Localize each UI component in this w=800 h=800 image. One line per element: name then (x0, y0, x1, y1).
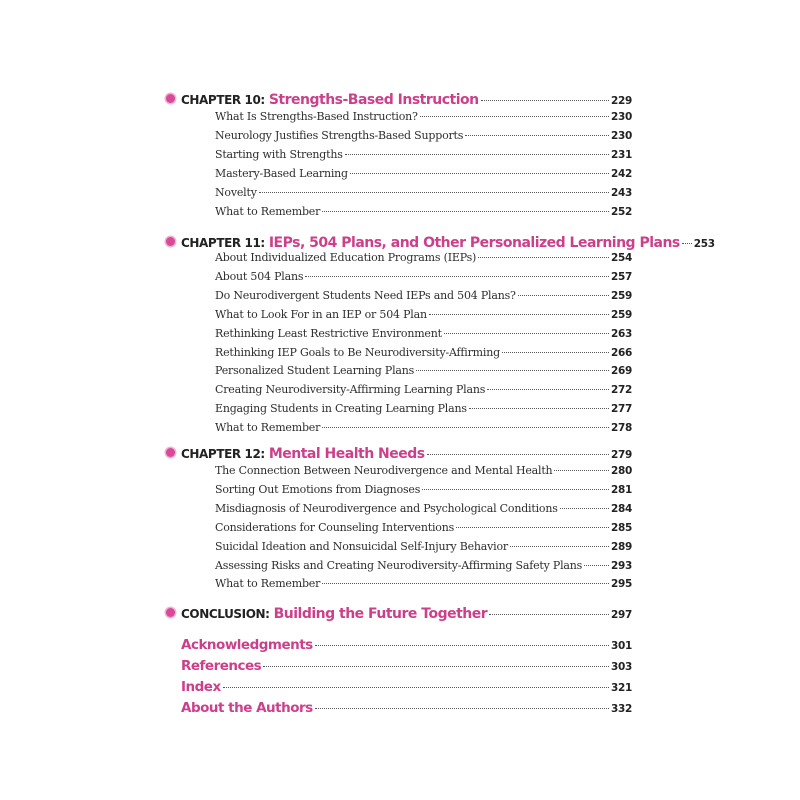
entry-title: What to Look For in an IEP or 504 Plan (215, 308, 427, 321)
back-matter-page-number: 321 (610, 682, 632, 694)
entry-page-number: 230 (610, 111, 632, 123)
entry-page-number: 231 (610, 149, 632, 161)
entry-title: Starting with Strengths (215, 148, 343, 161)
dot-leader (487, 388, 609, 390)
entry-page-number: 269 (610, 365, 632, 377)
entry-page-number: 242 (610, 168, 632, 180)
toc-back-matter-row[interactable] (181, 658, 632, 674)
dot-leader (489, 613, 609, 615)
entry-title: What to Remember (215, 205, 321, 218)
toc-entry-row[interactable] (215, 167, 632, 180)
entry-title: Mastery-Based Learning (215, 167, 348, 180)
toc-chapter-row[interactable] (166, 92, 632, 108)
toc-entry-row[interactable] (215, 346, 632, 359)
back-matter-title: Acknowledgments (181, 637, 313, 653)
bullet-dot-icon (166, 608, 175, 617)
chapter-title: Mental Health Needs (268, 446, 425, 462)
chapter-page-number: 253 (693, 238, 715, 250)
toc-back-matter-row[interactable] (181, 679, 632, 695)
chapter-page-number: 279 (610, 449, 632, 461)
toc-entry-row[interactable] (215, 110, 632, 123)
entry-title: Considerations for Counseling Interventions (215, 521, 455, 534)
dot-leader (456, 526, 609, 528)
toc-entry-row[interactable] (215, 186, 632, 199)
dot-leader (315, 707, 609, 709)
dot-leader (223, 686, 609, 688)
back-matter-page-number: 303 (610, 661, 632, 673)
entry-title: Misdiagnosis of Neurodivergence and Psychological Conditions (215, 502, 558, 515)
toc-entry-row[interactable] (215, 559, 632, 572)
chapter-label: CHAPTER 10: (181, 93, 265, 107)
dot-leader (427, 453, 609, 455)
entry-page-number: 295 (610, 578, 632, 590)
toc-entry-row[interactable] (215, 577, 632, 590)
toc-entry-row[interactable] (215, 521, 632, 534)
toc-entry-row[interactable] (215, 364, 632, 377)
back-matter-title: Index (181, 679, 221, 695)
dot-leader (429, 313, 609, 315)
toc-entry-row[interactable] (215, 502, 632, 515)
dot-leader (259, 191, 609, 193)
dot-leader (444, 332, 609, 334)
entry-page-number: 277 (610, 403, 632, 415)
toc-entry-row[interactable] (215, 483, 632, 496)
dot-leader (478, 256, 609, 258)
entry-title: Creating Neurodiversity-Affirming Learning Plans (215, 383, 486, 396)
toc-chapter-row[interactable] (166, 235, 715, 251)
entry-title: What Is Strengths-Based Instruction? (215, 110, 418, 123)
toc-entry-row[interactable] (215, 289, 632, 302)
bullet-dot-icon (166, 237, 175, 246)
entry-title: Rethinking Least Restrictive Environment (215, 327, 442, 340)
bullet-dot-icon (166, 94, 175, 103)
dot-leader (481, 99, 609, 101)
entry-page-number: 289 (610, 541, 632, 553)
dot-leader (422, 488, 609, 490)
entry-title: The Connection Between Neurodivergence and Mental Health (215, 464, 553, 477)
back-matter-title: References (181, 658, 262, 674)
dot-leader (263, 665, 609, 667)
entry-page-number: 284 (610, 503, 632, 515)
entry-title: Novelty (215, 186, 257, 199)
toc-entry-row[interactable] (215, 421, 632, 434)
entry-title: Sorting Out Emotions from Diagnoses (215, 483, 421, 496)
toc-entry-row[interactable] (215, 205, 632, 218)
entry-title: Rethinking IEP Goals to Be Neurodiversity-Affirming (215, 346, 500, 359)
dot-leader (322, 582, 609, 584)
entry-page-number: 252 (610, 206, 632, 218)
dot-leader (469, 407, 609, 409)
chapter-label: CHAPTER 11: (181, 236, 265, 250)
dot-leader (465, 134, 609, 136)
dot-leader (322, 426, 609, 428)
dot-leader (560, 507, 609, 509)
entry-title: What to Remember (215, 421, 321, 434)
entry-page-number: 266 (610, 347, 632, 359)
dot-leader (420, 115, 609, 117)
toc-entry-row[interactable] (215, 129, 632, 142)
entry-page-number: 259 (610, 309, 632, 321)
toc-entry-row[interactable] (215, 327, 632, 340)
entry-title: About 504 Plans (215, 270, 304, 283)
dot-leader (554, 469, 609, 471)
chapter-label: CHAPTER 12: (181, 447, 265, 461)
dot-leader (584, 564, 609, 566)
entry-page-number: 243 (610, 187, 632, 199)
entry-title: Do Neurodivergent Students Need IEPs and 504 Plans? (215, 289, 516, 302)
chapter-title: IEPs, 504 Plans, and Other Personalized Learning Plans (268, 235, 680, 251)
entry-page-number: 254 (610, 252, 632, 264)
entry-title: Neurology Justifies Strengths-Based Supports (215, 129, 464, 142)
chapter-title: Strengths-Based Instruction (268, 92, 479, 108)
toc-entry-row[interactable] (215, 308, 632, 321)
toc-back-matter-row[interactable] (181, 700, 632, 716)
entry-title: Suicidal Ideation and Nonsuicidal Self-Injury Behavior (215, 540, 508, 553)
chapter-label: CONCLUSION: (181, 607, 270, 621)
dot-leader (315, 644, 609, 646)
entry-title: Personalized Student Learning Plans (215, 364, 415, 377)
entry-title: What to Remember (215, 577, 321, 590)
dot-leader (518, 294, 609, 296)
chapter-page-number: 229 (610, 95, 632, 107)
dot-leader (502, 351, 609, 353)
dot-leader (416, 369, 609, 371)
entry-page-number: 272 (610, 384, 632, 396)
chapter-title: Building the Future Together (273, 606, 488, 622)
toc-entry-row[interactable] (215, 270, 632, 283)
toc-entry-row[interactable] (215, 251, 632, 264)
back-matter-page-number: 332 (610, 703, 632, 715)
dot-leader (350, 172, 609, 174)
entry-title: About Individualized Education Programs (IEPs) (215, 251, 477, 264)
entry-page-number: 278 (610, 422, 632, 434)
toc-entry-row[interactable] (215, 464, 632, 477)
entry-page-number: 259 (610, 290, 632, 302)
back-matter-page-number: 301 (610, 640, 632, 652)
toc-chapter-row[interactable] (166, 446, 632, 462)
toc-entry-row[interactable] (215, 383, 632, 396)
toc-chapter-row[interactable] (166, 606, 632, 622)
entry-page-number: 280 (610, 465, 632, 477)
entry-page-number: 257 (610, 271, 632, 283)
dot-leader (345, 153, 609, 155)
back-matter-title: About the Authors (181, 700, 313, 716)
dot-leader (322, 210, 609, 212)
toc-back-matter-row[interactable] (181, 637, 632, 653)
dot-leader (682, 242, 692, 244)
dot-leader (510, 545, 609, 547)
entry-title: Engaging Students in Creating Learning Plans (215, 402, 467, 415)
bullet-dot-icon (166, 448, 175, 457)
chapter-page-number: 297 (610, 609, 632, 621)
entry-page-number: 281 (610, 484, 632, 496)
toc-entry-row[interactable] (215, 402, 632, 415)
toc-entry-row[interactable] (215, 148, 632, 161)
entry-page-number: 263 (610, 328, 632, 340)
toc-entry-row[interactable] (215, 540, 632, 553)
dot-leader (305, 275, 609, 277)
entry-page-number: 285 (610, 522, 632, 534)
entry-page-number: 293 (610, 560, 632, 572)
entry-page-number: 230 (610, 130, 632, 142)
entry-title: Assessing Risks and Creating Neurodiversity-Affirming Safety Plans (215, 559, 583, 572)
